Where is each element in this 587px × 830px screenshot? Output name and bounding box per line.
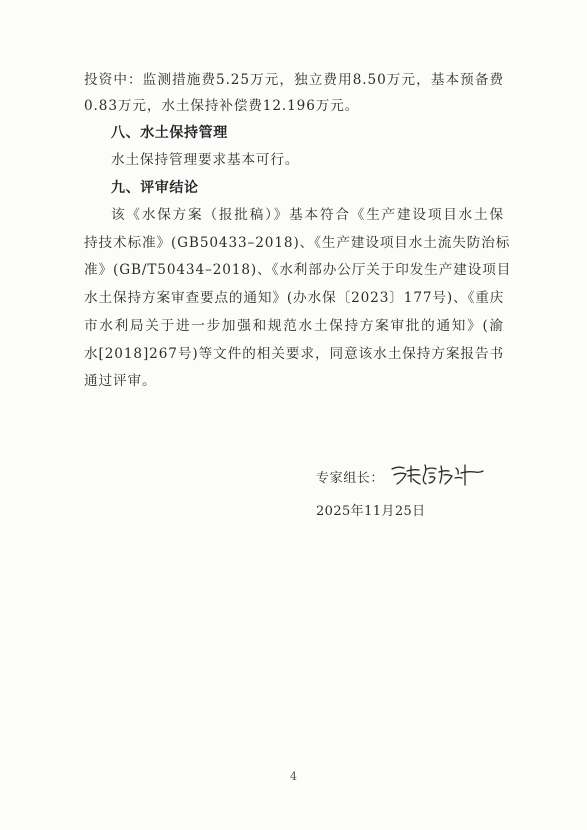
conclusion-line-6: 水[2018]267号)等文件的相关要求，同意该水土保持方案报告书 [84, 346, 504, 362]
conclusion-line-4: 水土保持方案审查要点的通知》(办水保〔2023〕177号)、《重庆 [84, 290, 505, 306]
conclusion-line-2: 持技术标准》(GB50433–2018)、《生产建设项目水土流失防治标 [84, 235, 511, 251]
cost-line-2: 0.83万元，水土保持补偿费12.196万元。 [84, 98, 360, 114]
signature-date: 2025年11月25日 [316, 504, 426, 519]
section-8-body: 水土保持管理要求基本可行。 [111, 152, 300, 168]
conclusion-line-5: 市水利局关于进一步加强和规范水土保持方案审批的通知》(渝 [84, 318, 504, 334]
handwritten-signature [389, 460, 485, 488]
cost-line-1: 投资中：监测措施费5.25万元，独立费用8.50万元，基本预备费 [84, 72, 504, 88]
conclusion-line-3: 准》(GB/T50434–2018)、《水利部办公厅关于印发生产建设项目 [84, 262, 512, 278]
page-number: 4 [290, 770, 297, 783]
expert-leader-label: 专家组长： [316, 471, 385, 486]
section-9-heading: 九、评审结论 [111, 180, 199, 196]
section-8-heading: 八、水土保持管理 [111, 125, 228, 141]
conclusion-line-1: 该《水保方案（报批稿）》基本符合《生产建设项目水土保 [111, 207, 504, 223]
conclusion-line-7: 通过评审。 [84, 373, 157, 389]
